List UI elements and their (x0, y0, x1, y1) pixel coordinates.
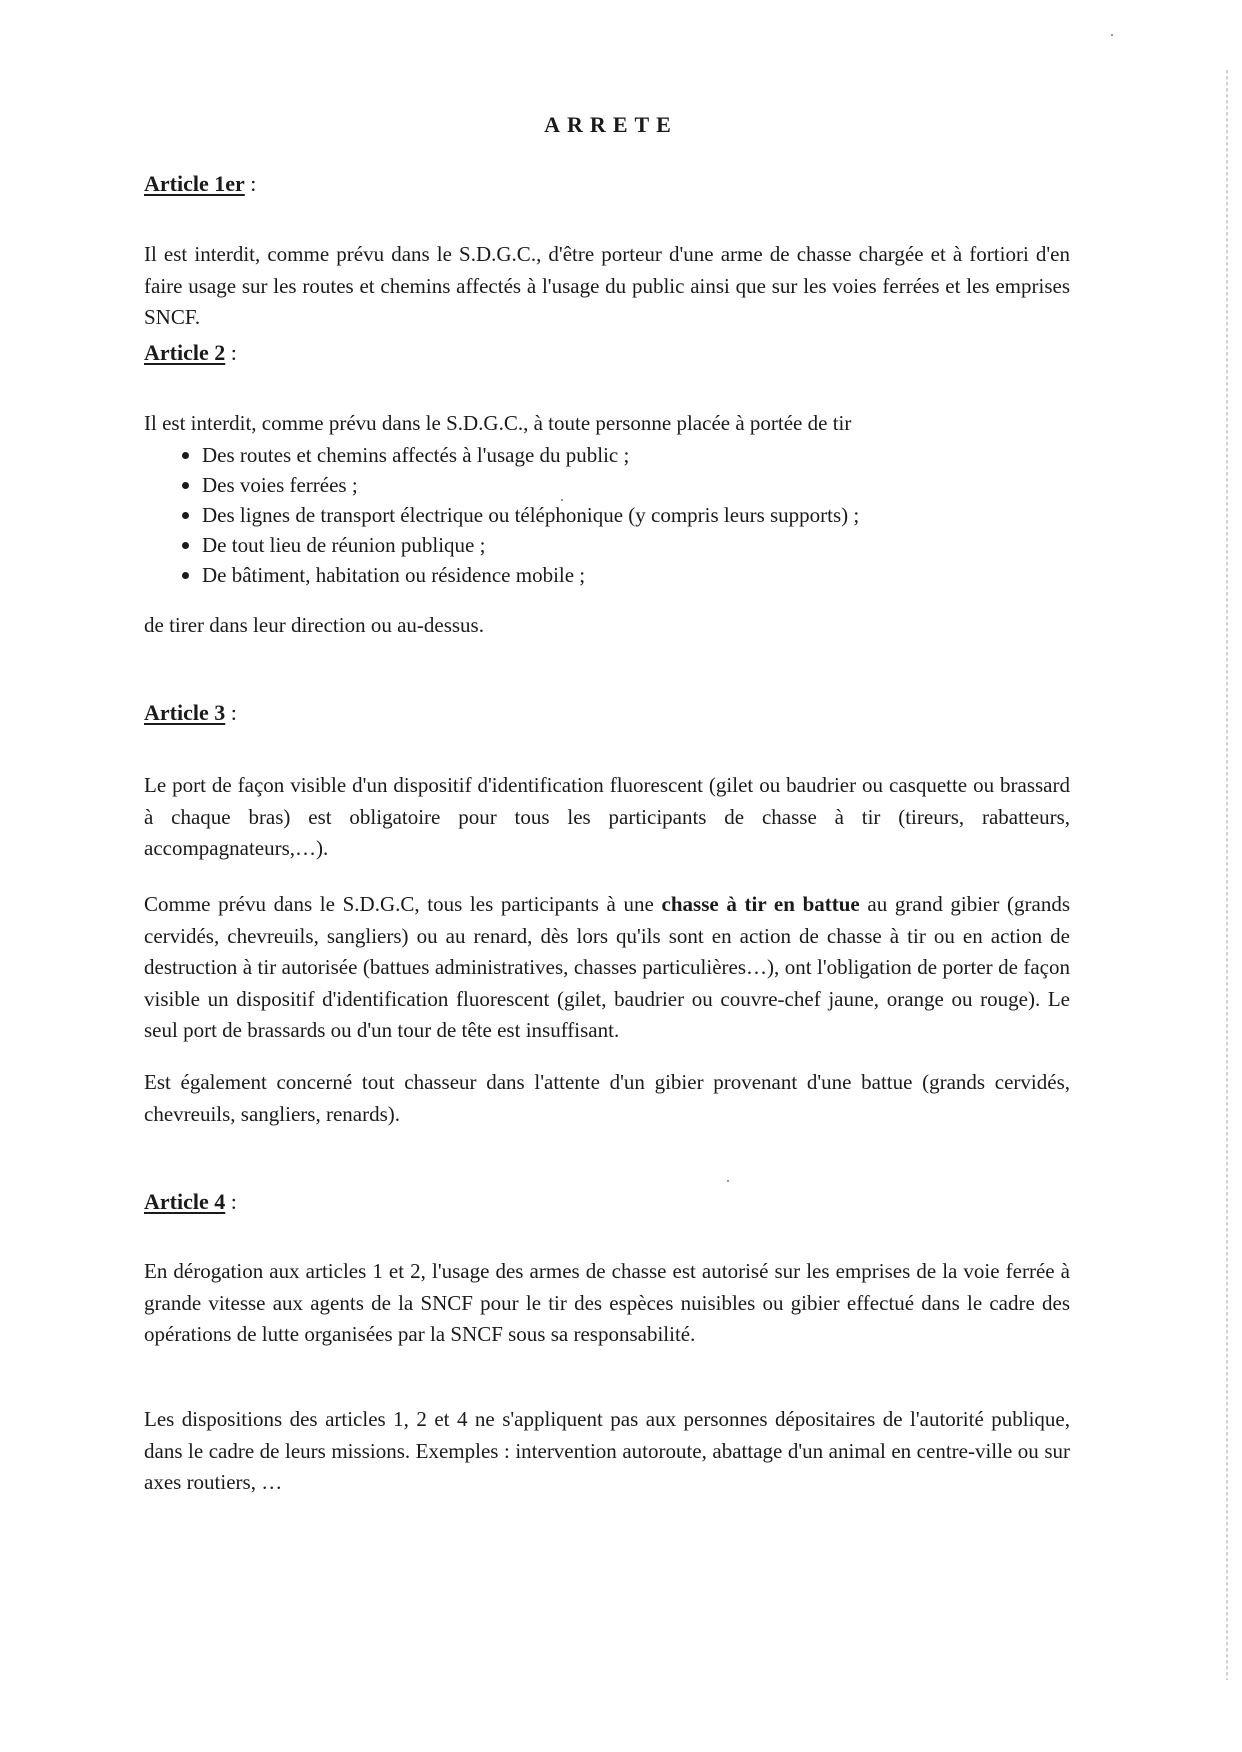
bullet-icon (182, 542, 189, 549)
article-3-heading-colon: : (225, 700, 237, 725)
article-3-paragraph-2: Comme prévu dans le S.D.G.C, tous les participants à une chasse à tir en battue au grand gibier (grands cervidés, chevreuils, sangliers) ou au renard, dès lors qu'ils sont en action de chasse à tir ou en action de destruction à tir autorisée (battues administratives, chasses particulières…), ont l'obligation de porter de façon visible un dispositif d'identification fluorescent (gilet, baudrier ou couvre-chef jaune, orange ou rouge). Le seul port de brassards ou d'un tour de tête est insuffisant. (144, 892, 1070, 1042)
scan-speck (1111, 34, 1113, 36)
scan-speck (561, 499, 563, 501)
article-1-heading (144, 170, 256, 198)
bullet-icon (182, 452, 189, 459)
document-title: ARRETE (544, 112, 678, 137)
article-3-heading-label: Article 3 (144, 700, 226, 725)
article-4-paragraph-1: En dérogation aux articles 1 et 2, l'usage des armes de chasse est autorisé sur les emprises de la voie ferrée à grande vitesse aux agents de la SNCF pour le tir des espèces nuisibles ou gibier effectué dans le cadre des opérations de lutte organisées par la SNCF sous sa responsabilité. (144, 1259, 1070, 1346)
list-item: De tout lieu de réunion publique ; (180, 530, 859, 560)
article-4-paragraph-2: Les dispositions des articles 1, 2 et 4 ne s'appliquent pas aux personnes dépositaires de l'autorité publique, dans le cadre de leurs missions. Exemples : intervention autoroute, abattage d'un animal en centre-ville ou sur axes routiers, … (144, 1407, 1070, 1494)
article-4-heading (144, 1188, 237, 1216)
article-2-outro: de tirer dans leur direction ou au-dessus. (144, 613, 484, 637)
article-1-heading-label: Article 1er (144, 171, 245, 196)
list-item: Des lignes de transport électrique ou téléphonique (y compris leurs supports) ; (180, 500, 859, 530)
article-1-heading-colon: : (244, 171, 257, 196)
article-3-paragraph-1: Le port de façon visible d'un dispositif d'identification fluorescent (gilet ou baudrier ou casquette ou brassard à chaque bras) est obligatoire pour tous les participants de chasse à tir (tireurs, rabatteurs, accompagnateurs,…). (144, 773, 1070, 860)
list-item: De bâtiment, habitation ou résidence mobile ; (180, 560, 859, 590)
article-2-intro: Il est interdit, comme prévu dans le S.D.G.C., à toute personne placée à portée de tir (144, 411, 852, 435)
scan-edge-artifact (1226, 70, 1228, 1680)
bullet-icon (182, 512, 189, 519)
article-4-heading-label: Article 4 (144, 1189, 226, 1214)
article-2-heading-label: Article 2 (144, 340, 226, 365)
bullet-icon (182, 572, 189, 579)
article-2-heading (144, 339, 237, 367)
bullet-icon (182, 482, 189, 489)
emphasis-text: chasse à tir en battue (661, 892, 860, 916)
scan-speck (727, 1180, 729, 1182)
article-2-heading-colon: : (225, 340, 237, 365)
article-2-list (180, 440, 859, 590)
article-1-paragraph: Il est interdit, comme prévu dans le S.D.G.C., d'être porteur d'une arme de chasse chargée et à fortiori d'en faire usage sur les routes et chemins affectés à l'usage du public ainsi que sur les voies ferrées et les emprises SNCF. (144, 242, 1070, 329)
article-4-heading-colon: : (225, 1189, 237, 1214)
article-3-paragraph-3: Est également concerné tout chasseur dans l'attente d'un gibier provenant d'une battue (grands cervidés, chevreuils, sangliers, renards). (144, 1070, 1070, 1126)
article-3-heading (144, 699, 237, 727)
list-item: Des routes et chemins affectés à l'usage du public ; (180, 440, 859, 470)
list-item: Des voies ferrées ; (180, 470, 859, 500)
